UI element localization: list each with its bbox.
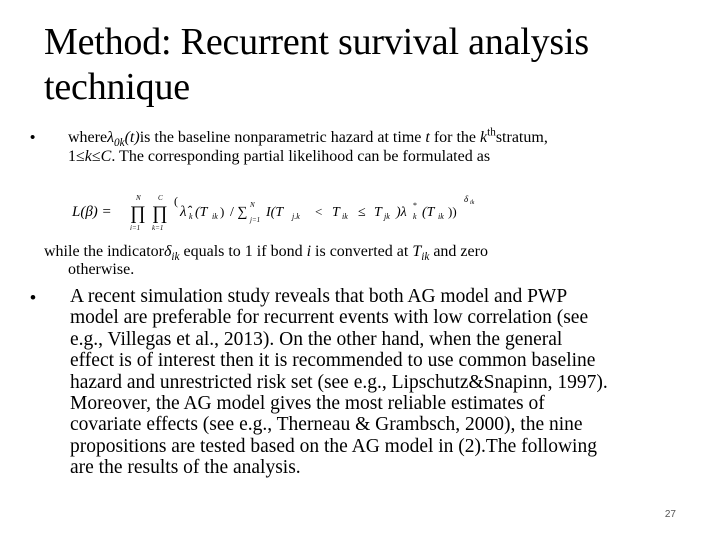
formula-end: (T [422, 205, 435, 220]
formula-t-ik: (T [195, 205, 208, 220]
paragraph-line: covariate effects (see e.g., Therneau & Grambsch, 2000), the nine [70, 414, 583, 436]
text-indicator-a: while the indicator [44, 243, 164, 260]
symbol-lambda: λ [107, 129, 115, 146]
paragraph-line: effect is of interest then it is recommended to use common baseline [70, 350, 596, 372]
paragraph-line: e.g., Villegas et al., 2013). On the other hand, when the general [70, 328, 563, 350]
formula-t-jk: T [374, 205, 382, 220]
formula-middle-t: T [332, 205, 340, 220]
bullet-icon: • [30, 288, 36, 307]
text-rest-c: stratum, [495, 129, 548, 146]
text-indicator-line2: otherwise. [68, 261, 135, 278]
symbol-delta-sub: ik [171, 251, 180, 264]
formula-sum-top: N [250, 201, 255, 209]
bullet-text-simulation [70, 286, 680, 479]
symbol-T: T [412, 243, 422, 260]
slide-title [44, 20, 684, 110]
formula-prod-i: ∏ [130, 203, 146, 224]
formula-close-paren: ) [220, 204, 225, 219]
formula-prod-bot-k: k=1 [152, 224, 164, 232]
formula-lambda-sub: k [189, 212, 193, 221]
formula-leq: ≤ [358, 205, 366, 220]
paragraph-line: A recent simulation study reveals that both AG model and PWP [70, 286, 568, 307]
symbol-t: t [425, 129, 430, 146]
symbol-t-paren: (t) [124, 129, 140, 146]
formula-jk-sub: j.k [292, 212, 300, 221]
indicator-paragraph [44, 243, 684, 279]
formula-lambda-hat: λ̂ [180, 204, 187, 220]
paragraph-line: hazard and unrestricted risk set (see e.g., Lipschutz&Snapinn, 1997). [70, 371, 608, 393]
formula-sum-bot: j=1 [250, 216, 261, 224]
formula-prod-top-c: C [158, 194, 163, 202]
text-indicator-c: is converted at [311, 243, 413, 260]
formula-prod-k: ∏ [152, 203, 168, 224]
text-where: where [68, 129, 108, 146]
formula-sum: / ∑ [230, 205, 248, 220]
symbol-k2: k [84, 148, 92, 165]
page-number: 27 [664, 509, 676, 520]
formula-prod-top-n: N [136, 194, 141, 202]
text-indicator-b: equals to 1 if bond [179, 243, 307, 260]
symbol-delta: δ [163, 243, 172, 260]
formula-indicator: I(T [266, 205, 284, 220]
formula-end-close: )) [448, 204, 457, 219]
formula-exponent: δ [464, 194, 469, 204]
formula-lt: < [315, 204, 323, 219]
paragraph-line: Moreover, the AG model gives the most reliable estimates of [70, 393, 545, 415]
paragraph-line: are the results of the analysis. [70, 457, 301, 479]
text-th: th [487, 126, 496, 139]
formula-exponent-sub: ik [470, 200, 475, 206]
text-rest-a: is the baseline nonparametric hazard at time [139, 129, 426, 146]
bullet-icon: • [30, 129, 36, 146]
formula-star: * [413, 201, 417, 210]
symbol-i: i [306, 243, 312, 260]
formula-prod-bot-i: i=1 [130, 224, 141, 232]
formula-end-sub: ik [438, 212, 444, 221]
symbol-lambda-sub: 0k [114, 137, 125, 150]
title-line-2: technique [44, 66, 190, 108]
title-line-1: Method: Recurrent survival analysis [44, 21, 589, 63]
formula-middle-sub: ik [342, 212, 348, 221]
text-indicator-d: and zero [429, 243, 488, 260]
text-rest-b: for the [429, 129, 481, 146]
symbol-T-sub: ik [421, 251, 430, 264]
paragraph-line: model are preferable for recurrent events with low correlation (see [70, 307, 589, 329]
text-line2-b: ≤ [91, 148, 101, 165]
bullet-text-hazard [68, 128, 688, 166]
text-line2-c: . The corresponding partial likelihood can be formulated as [111, 148, 491, 165]
formula-lambda2-sub: k [413, 212, 417, 221]
paragraph-line: propositions are tested based on the AG model in (2).The following [70, 435, 597, 457]
formula-lhs: L(β) = [72, 204, 112, 220]
formula-open-paren: ( [174, 194, 178, 208]
formula-t-jk-sub: jk [384, 212, 390, 221]
text-line2-a: 1≤ [68, 148, 85, 165]
symbol-k: k [480, 129, 488, 146]
formula-t-ik-sub: ik [212, 212, 218, 221]
symbol-C: C [100, 148, 112, 165]
partial-likelihood-formula [70, 188, 590, 234]
formula-close-lambda: )λ [396, 205, 407, 220]
